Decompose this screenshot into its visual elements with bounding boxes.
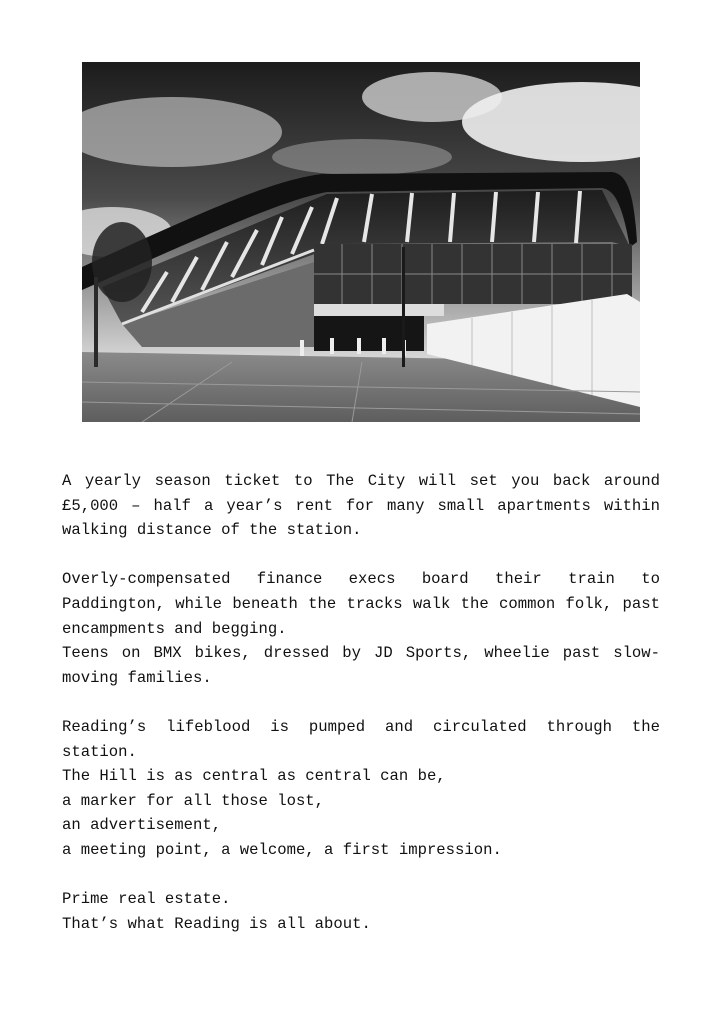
text-line: Prime real estate.: [62, 890, 231, 909]
text-line: a meeting point, a welcome, a first impression.: [62, 840, 502, 859]
text-line: Reading’s lifeblood is pumped and circulated through the station.: [62, 717, 660, 761]
paragraph-commuters: [62, 567, 660, 690]
article-text: [62, 469, 660, 961]
station-photo-image: [82, 62, 640, 422]
text-line: Teens on BMX bikes, dressed by JD Sports, wheelie past slow-moving families.: [62, 644, 660, 687]
text-line: a marker for all those lost,: [62, 791, 325, 810]
paragraph-real-estate: [62, 887, 660, 936]
text-line: That’s what Reading is all about.: [62, 914, 371, 933]
text-line: The Hill is as central as central can be,: [62, 767, 446, 786]
station-photo: [82, 62, 640, 422]
paragraph-lifeblood: [62, 715, 660, 863]
paragraph-season-ticket: [62, 469, 660, 543]
text-line: Overly-compensated finance execs board their train to Paddington, while beneath the tracks walk the common folk, past encampments and begging.: [62, 570, 660, 638]
text-line: A yearly season ticket to The City will set you back around £5,000 – half a year’s rent for many small apartments within walking distance of the station.: [62, 472, 660, 540]
text-line: an advertisement,: [62, 816, 222, 835]
